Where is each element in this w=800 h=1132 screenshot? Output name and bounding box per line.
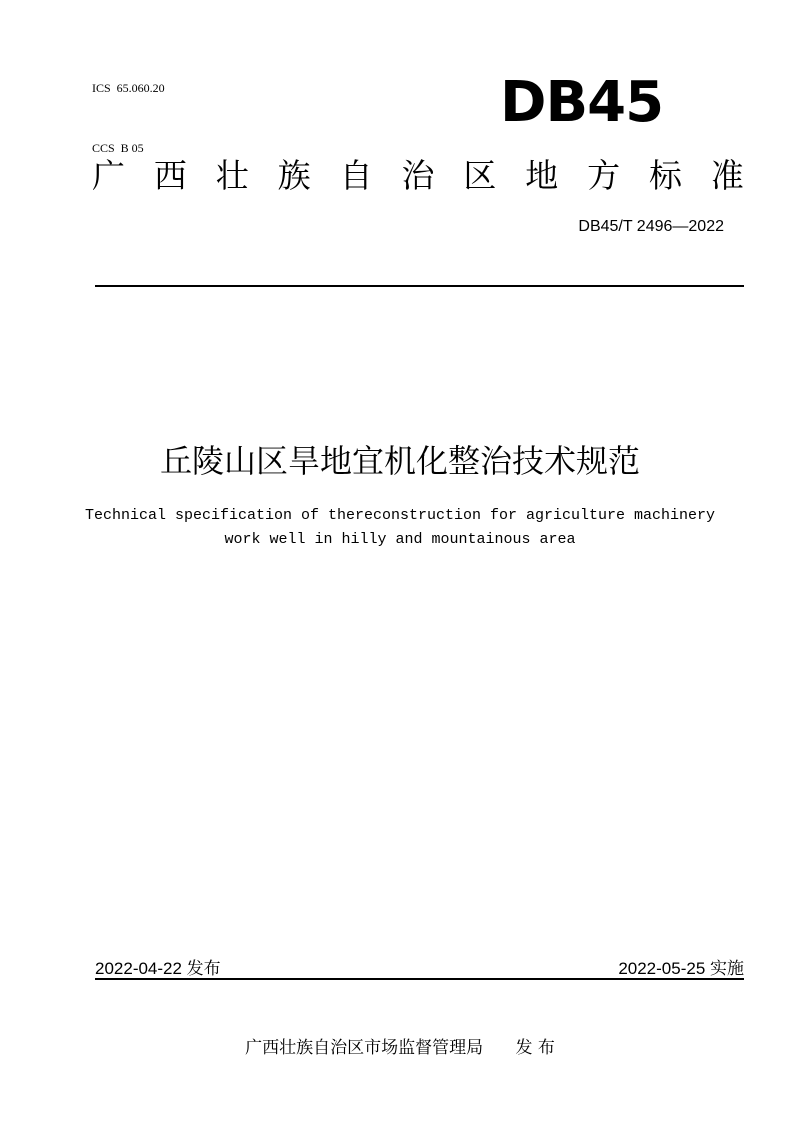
ccs-code: CCS B 05 <box>92 141 144 155</box>
ics-code: ICS 65.060.20 <box>92 81 165 95</box>
document-number: DB45/T 2496—2022 <box>578 218 724 235</box>
publisher-line <box>0 1033 800 1058</box>
issue-date: 2022-04-22 发布 <box>95 959 221 978</box>
standard-type-char: 标 <box>649 156 683 195</box>
publish-label: 发 布 <box>515 1038 555 1058</box>
standard-type-char: 西 <box>153 156 187 195</box>
top-divider <box>95 285 744 287</box>
implementation-date: 2022-05-25 实施 <box>618 959 744 978</box>
english-title-line: Technical specification of thereconstruction for agriculture machinery <box>84 507 716 524</box>
english-title <box>60 504 740 552</box>
publisher-name: 广西壮族自治区市场监督管理局 <box>245 1038 484 1058</box>
english-title-line: work well in hilly and mountainous area <box>224 531 576 548</box>
standard-type-char: 方 <box>587 156 621 195</box>
standard-type-char: 地 <box>525 156 559 195</box>
standard-type-char: 壮 <box>215 156 249 195</box>
db45-logo: DB45 <box>500 70 664 135</box>
standard-type-char: 区 <box>463 156 497 195</box>
standard-type-char: 族 <box>277 156 311 195</box>
standard-type-char: 治 <box>401 156 435 195</box>
standard-type-heading <box>92 150 744 197</box>
standard-type-char: 准 <box>710 156 744 195</box>
standard-type-char: 广 <box>92 156 125 195</box>
standard-type-char: 自 <box>339 156 373 195</box>
page-title: 丘陵山区旱地宜机化整治技术规范 <box>159 442 640 480</box>
bottom-divider <box>95 978 744 980</box>
